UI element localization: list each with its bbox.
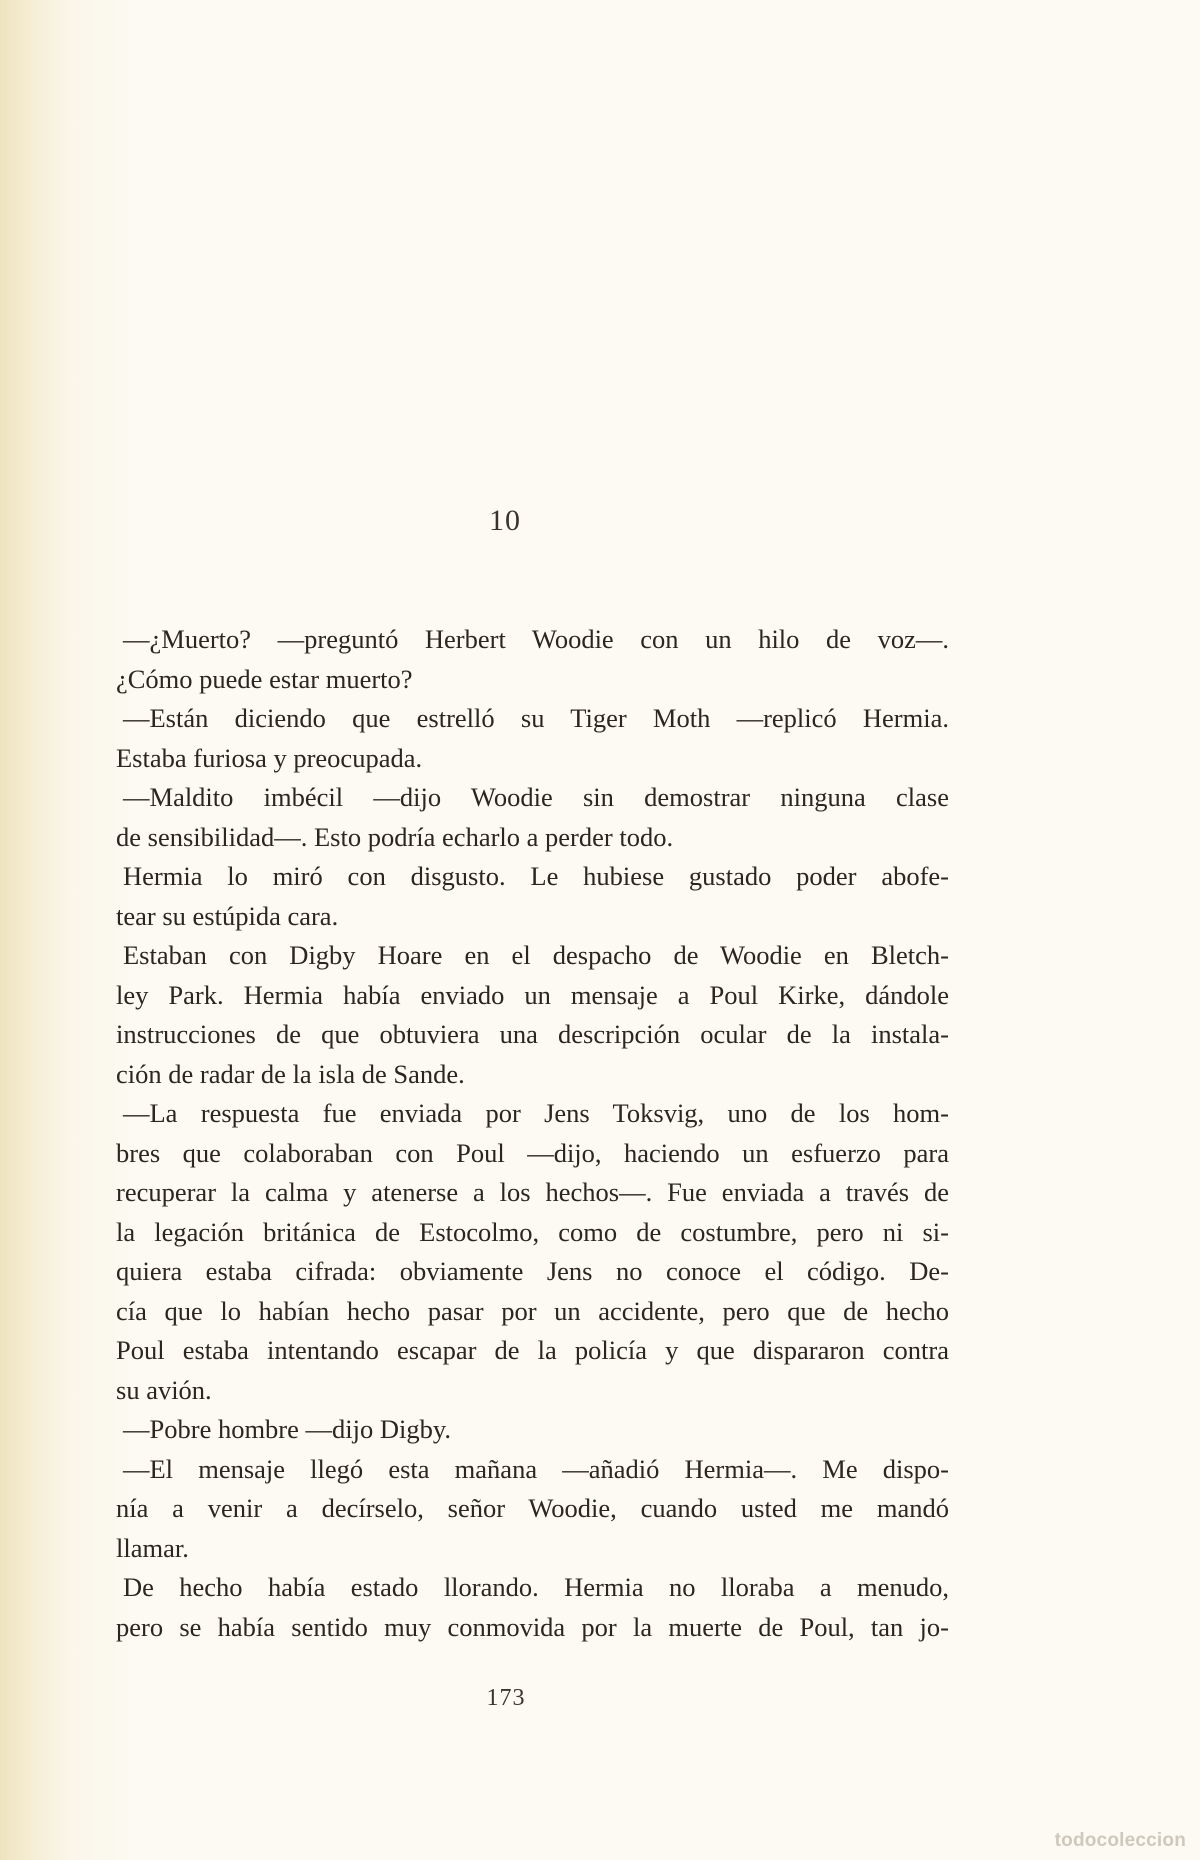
text-line: —Están diciendo que estrelló su Tiger Moth —replicó Hermia. — [123, 703, 949, 733]
page-number: 173 — [486, 1685, 526, 1711]
text-line: quiera estaba cifrada: obviamente Jens no conoce el código. De- — [116, 1256, 949, 1286]
text-line: bres que colaboraban con Poul —dijo, haciendo un esfuerzo para — [116, 1137, 949, 1168]
text-line: recuperar la calma y atenerse a los hechos—. Fue enviada a través de — [116, 1177, 949, 1207]
text-line: ¿Cómo puede estar muerto? — [116, 663, 413, 694]
text-line: —Maldito imbécil —dijo Woodie sin demostrar ninguna clase — [123, 782, 949, 812]
text-line: cía que lo habían hecho pasar por un accidente, pero que de hecho — [116, 1295, 949, 1326]
text-line: —¿Muerto? —preguntó Herbert Woodie con un hilo de voz—. — [123, 624, 949, 654]
chapter-number: 10 — [489, 504, 521, 537]
text-line: Estaban con Digby Hoare en el despacho de Woodie en Bletch- — [123, 940, 949, 970]
text-line: de sensibilidad—. Esto podría echarlo a perder todo. — [116, 821, 674, 852]
text-line: llamar. — [116, 1532, 189, 1563]
text-line: Estaba furiosa y preocupada. — [116, 742, 423, 773]
text-line: la legación británica de Estocolmo, como de costumbre, pero ni si- — [116, 1216, 949, 1247]
text-line: Hermia lo miró con disgusto. Le hubiese gustado poder abofe- — [123, 861, 949, 891]
body-text — [116, 620, 949, 1647]
text-line: Poul estaba intentando escapar de la policía y que dispararon contra — [116, 1335, 949, 1365]
text-line: instrucciones de que obtuviera una descripción ocular de la instala- — [116, 1019, 949, 1049]
text-line: su avión. — [116, 1374, 212, 1405]
text-line: nía a venir a decírselo, señor Woodie, cuando usted me mandó — [116, 1493, 949, 1523]
text-line: ción de radar de la isla de Sande. — [116, 1058, 465, 1089]
text-line: De hecho había estado llorando. Hermia no lloraba a menudo, — [123, 1572, 949, 1602]
watermark-logo: todocoleccion — [1054, 1830, 1186, 1851]
text-line: ley Park. Hermia había enviado un mensaje a Poul Kirke, dándole — [116, 979, 949, 1010]
text-line: —Pobre hombre —dijo Digby. — [123, 1414, 452, 1444]
text-line: —La respuesta fue enviada por Jens Toksvig, uno de los hom- — [123, 1098, 949, 1128]
text-line: tear su estúpida cara. — [116, 900, 339, 931]
text-line: pero se había sentido muy conmovida por la muerte de Poul, tan jo- — [116, 1611, 949, 1642]
text-line: —El mensaje llegó esta mañana —añadió Hermia—. Me dispo- — [123, 1453, 949, 1484]
